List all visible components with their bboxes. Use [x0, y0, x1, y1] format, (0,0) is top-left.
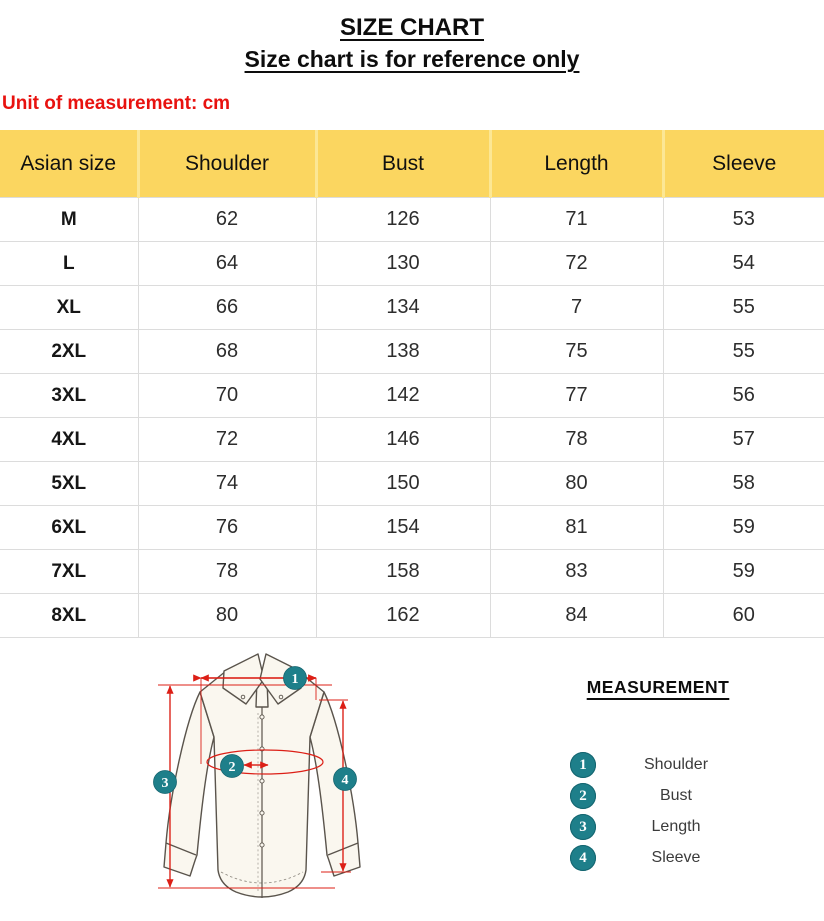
column-header-length: Length	[490, 130, 663, 198]
size-cell: 2XL	[0, 330, 138, 374]
value-cell: 54	[663, 242, 824, 286]
table-row	[0, 374, 824, 418]
legend-badge-4: 4	[570, 845, 596, 871]
value-cell: 55	[663, 286, 824, 330]
legend-badge-2: 2	[570, 783, 596, 809]
page-subtitle: Size chart is for reference only	[244, 46, 580, 72]
svg-text:4: 4	[341, 773, 349, 788]
value-cell: 7	[490, 286, 663, 330]
value-cell: 68	[138, 330, 316, 374]
value-cell: 70	[138, 374, 316, 418]
size-cell: 4XL	[0, 418, 138, 462]
svg-text:1: 1	[291, 672, 299, 687]
value-cell: 55	[663, 330, 824, 374]
badge-1-shoulder	[284, 667, 307, 690]
svg-text:3: 3	[161, 776, 169, 791]
value-cell: 126	[316, 198, 490, 242]
table-row	[0, 330, 824, 374]
size-cell: 5XL	[0, 462, 138, 506]
value-cell: 59	[663, 550, 824, 594]
value-cell: 60	[663, 594, 824, 638]
size-cell: 8XL	[0, 594, 138, 638]
value-cell: 134	[316, 286, 490, 330]
shirt-diagram	[100, 645, 410, 921]
legend-label: Sleeve	[651, 849, 701, 866]
value-cell: 75	[490, 330, 663, 374]
value-cell: 154	[316, 506, 490, 550]
table-row	[0, 550, 824, 594]
value-cell: 80	[138, 594, 316, 638]
value-cell: 57	[663, 418, 824, 462]
table-row	[0, 462, 824, 506]
table-row	[0, 506, 824, 550]
legend-badge-3: 3	[570, 814, 596, 840]
legend-label: Length	[651, 818, 701, 835]
value-cell: 83	[490, 550, 663, 594]
size-cell: 7XL	[0, 550, 138, 594]
size-cell: XL	[0, 286, 138, 330]
value-cell: 77	[490, 374, 663, 418]
table-row	[0, 594, 824, 638]
badge-2-bust	[221, 755, 244, 778]
value-cell: 71	[490, 198, 663, 242]
value-cell: 62	[138, 198, 316, 242]
value-cell: 56	[663, 374, 824, 418]
size-cell: 3XL	[0, 374, 138, 418]
value-cell: 78	[138, 550, 316, 594]
measurement-legend	[560, 676, 756, 871]
value-cell: 158	[316, 550, 490, 594]
legend-item-length	[560, 814, 756, 840]
size-table	[0, 130, 824, 638]
value-cell: 72	[138, 418, 316, 462]
legend-label: Bust	[659, 787, 692, 804]
legend-item-bust	[560, 783, 756, 809]
svg-text:2: 2	[228, 760, 236, 775]
legend-item-sleeve	[560, 845, 756, 871]
value-cell: 130	[316, 242, 490, 286]
value-cell: 84	[490, 594, 663, 638]
table-row	[0, 418, 824, 462]
table-header-row	[0, 130, 824, 198]
legend-label: Shoulder	[643, 756, 709, 773]
table-row	[0, 242, 824, 286]
value-cell: 72	[490, 242, 663, 286]
value-cell: 66	[138, 286, 316, 330]
size-cell: L	[0, 242, 138, 286]
value-cell: 59	[663, 506, 824, 550]
value-cell: 76	[138, 506, 316, 550]
value-cell: 146	[316, 418, 490, 462]
value-cell: 138	[316, 330, 490, 374]
value-cell: 142	[316, 374, 490, 418]
table-row	[0, 198, 824, 242]
unit-note: Unit of measurement: cm	[2, 93, 231, 114]
value-cell: 74	[138, 462, 316, 506]
value-cell: 53	[663, 198, 824, 242]
legend-items	[560, 752, 756, 871]
table-row	[0, 286, 824, 330]
value-cell: 162	[316, 594, 490, 638]
column-header-bust: Bust	[316, 130, 490, 198]
value-cell: 80	[490, 462, 663, 506]
column-header-shoulder: Shoulder	[138, 130, 316, 198]
column-header-sleeve: Sleeve	[663, 130, 824, 198]
value-cell: 150	[316, 462, 490, 506]
value-cell: 81	[490, 506, 663, 550]
page-title: SIZE CHART	[340, 14, 484, 41]
value-cell: 64	[138, 242, 316, 286]
size-cell: 6XL	[0, 506, 138, 550]
legend-title: MEASUREMENT	[586, 677, 730, 697]
column-header-asian-size: Asian size	[0, 130, 138, 198]
value-cell: 58	[663, 462, 824, 506]
size-cell: M	[0, 198, 138, 242]
badge-4-sleeve	[334, 768, 357, 791]
legend-item-shoulder	[560, 752, 756, 778]
value-cell: 78	[490, 418, 663, 462]
legend-badge-1: 1	[570, 752, 596, 778]
badge-3-length	[154, 771, 177, 794]
